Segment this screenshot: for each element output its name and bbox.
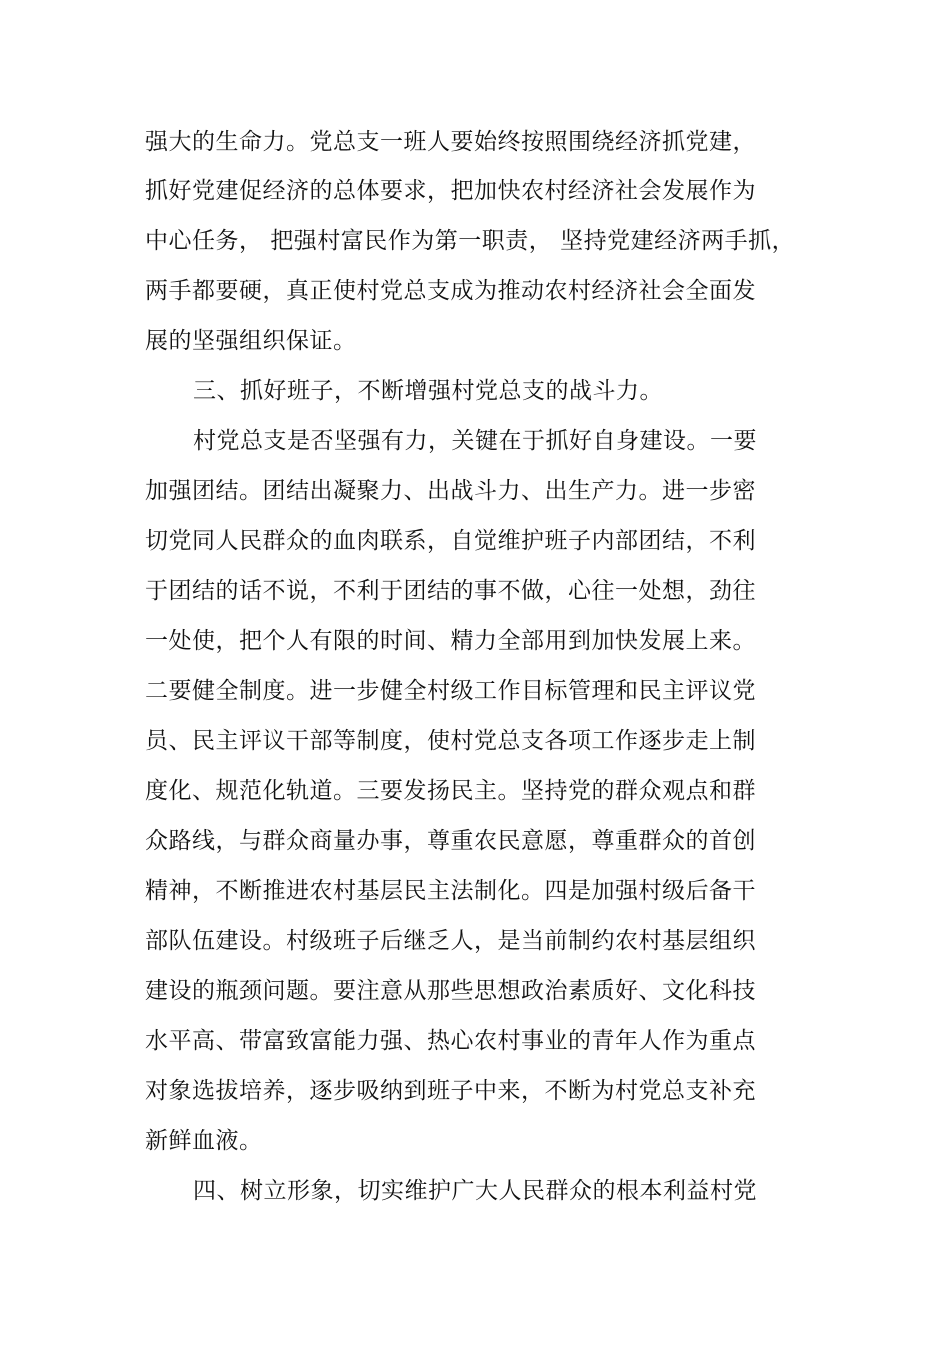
text-line-2: 抓好党建促经济的总体要求，把加快农村经济社会发展作为 <box>145 178 756 204</box>
paragraph-start: 村党总支是否坚强有力，关键在于抓好自身建设。一要 <box>193 428 757 454</box>
text-line-5: 展的坚强组织保证。 <box>145 328 357 354</box>
text-line-14: 度化、规范化轨道。三要发扬民主。坚持党的群众观点和群 <box>145 778 756 804</box>
text-line-4: 两手都要硬，真正使村党总支成为推动农村经济社会全面发 <box>145 278 756 304</box>
text-line-8: 加强团结。团结出凝聚力、出战斗力、出生产力。进一步密 <box>145 478 756 504</box>
text-line-18: 建设的瓶颈问题。要注意从那些思想政治素质好、文化科技 <box>145 978 756 1004</box>
section-heading-3: 三、抓好班子，不断增强村党总支的战斗力。 <box>193 378 663 404</box>
text-line-19: 水平高、带富致富能力强、热心农村事业的青年人作为重点 <box>145 1028 756 1054</box>
text-line-3: 中心任务， 把强村富民作为第一职责， 坚持党建经济两手抓， <box>145 228 796 254</box>
text-line-15: 众路线，与群众商量办事，尊重农民意愿，尊重群众的首创 <box>145 828 756 854</box>
text-line-9: 切党同人民群众的血肉联系，自觉维护班子内部团结，不利 <box>145 528 756 554</box>
text-line-17: 部队伍建设。村级班子后继乏人，是当前制约农村基层组织 <box>145 928 756 954</box>
text-line-10: 于团结的话不说，不利于团结的事不做，心往一处想，劲往 <box>145 578 756 604</box>
text-line-20: 对象选拔培养，逐步吸纳到班子中来，不断为村党总支补充 <box>145 1078 756 1104</box>
text-line-16: 精神，不断推进农村基层民主法制化。四是加强村级后备干 <box>145 878 756 904</box>
text-line-11: 一处使，把个人有限的时间、精力全部用到加快发展上来。 <box>145 628 756 654</box>
text-line-13: 员、民主评议干部等制度，使村党总支各项工作逐步走上制 <box>145 728 756 754</box>
text-line-21: 新鲜血液。 <box>145 1128 263 1154</box>
text-line-12: 二要健全制度。进一步健全村级工作目标管理和民主评议党 <box>145 678 756 704</box>
text-line-1: 强大的生命力。党总支一班人要始终按照围绕经济抓党建， <box>145 129 756 155</box>
section-heading-4: 四、树立形象，切实维护广大人民群众的根本利益村党 <box>193 1178 757 1204</box>
